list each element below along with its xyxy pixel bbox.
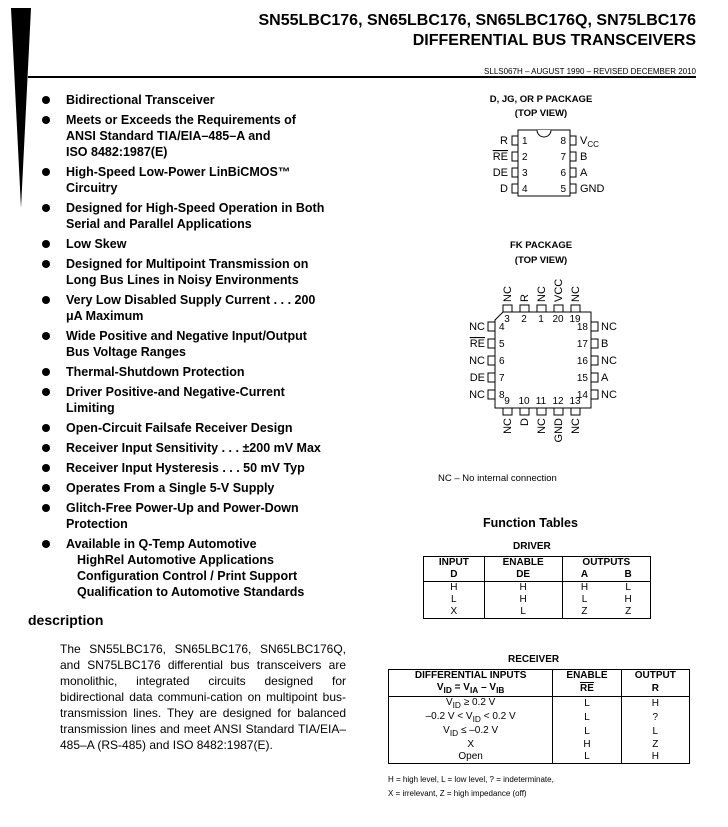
feature-text: Very Low Disabled Supply Current . . . 200 <box>66 293 316 307</box>
fk-pin-name: NC <box>502 418 514 434</box>
fk-pin-number: 20 <box>552 314 564 325</box>
feature-item <box>38 420 356 436</box>
bullet-icon <box>42 504 50 512</box>
driver-cell: H <box>450 582 458 593</box>
driver-cell: X <box>450 606 458 617</box>
driver-cell: H <box>624 594 632 605</box>
dip-pin-number: 5 <box>560 184 566 195</box>
fk-pin-lead <box>488 339 495 348</box>
fk-package-view: (TOP VIEW) <box>514 255 568 266</box>
dip-pin-name: R <box>500 135 508 147</box>
dip-pin-lead <box>570 136 576 145</box>
feature-text: Open-Circuit Failsafe Receiver Design <box>66 421 293 435</box>
feature-text: High-Speed Low-Power LinBiCMOS™ <box>66 165 291 179</box>
feature-item <box>38 460 356 476</box>
feature-list <box>38 92 356 604</box>
feature-text: Meets or Exceeds the Requirements of <box>66 113 296 127</box>
fk-pin-number: 10 <box>518 396 530 407</box>
driver-h-input-sub: D <box>450 569 458 580</box>
fk-pin-lead <box>503 305 512 312</box>
fk-pin-number: 13 <box>569 396 581 407</box>
fk-pin-number: 1 <box>538 314 544 325</box>
feature-item <box>38 480 356 496</box>
dip-package-view: (TOP VIEW) <box>514 108 568 119</box>
description-text: The SN55LBC176, SN65LBC176, SN65LBC176Q, and SN75LBC176 differential bus transceivers are monolithic, integrated circuits designed for bidirectional data communi-cation on multipoint bus-transmission lines. They are designed for balanced transmission lines and meet ANSI Standard TIA/EIA–485–A (RS-485) and ISO 8482:1987(E). <box>60 642 346 752</box>
bullet-icon <box>42 368 50 376</box>
fk-pin-name: VCC <box>553 278 565 302</box>
feature-subtext: Qualification to Automotive Standards <box>77 585 305 599</box>
receiver-output-cell: H <box>621 751 689 764</box>
fk-pin-lead <box>488 322 495 331</box>
receiver-h-vid: $V_{ID} = V_{IA} - V_{IB}$ <box>436 682 505 695</box>
fk-pin-lead <box>591 356 598 365</box>
fk-pin-name: NC <box>502 286 514 302</box>
bullet-icon <box>42 204 50 212</box>
receiver-h-enable: ENABLE <box>553 670 621 683</box>
driver-cell: L <box>562 594 606 606</box>
fk-pin-number: 5 <box>499 339 505 350</box>
fk-pin-name: DE <box>469 372 485 384</box>
driver-row <box>424 582 651 595</box>
dip-pin-number: 3 <box>522 168 528 179</box>
feature-text: Receiver Input Hysteresis . . . 50 mV Typ <box>66 461 305 475</box>
receiver-output-cell: H <box>621 697 689 712</box>
driver-cell: H <box>484 594 562 606</box>
fk-pin-name: NC <box>536 286 548 302</box>
dip-pin-lead <box>512 152 518 161</box>
dip-pin-number: 4 <box>522 184 528 195</box>
fk-pin-name: NC <box>570 286 582 302</box>
feature-text: ISO 8482:1987(E) <box>66 145 168 159</box>
bullet-icon <box>42 240 50 248</box>
driver-h-outputs: OUTPUTS <box>562 557 650 570</box>
dip-pin-number: 7 <box>560 152 566 163</box>
feature-text: μA Maximum <box>66 309 144 323</box>
title-description: DIFFERENTIAL BUS TRANSCEIVERS <box>412 32 696 49</box>
feature-item <box>38 112 356 160</box>
fk-pin-name: R <box>519 294 531 302</box>
feature-item <box>38 200 356 232</box>
fk-pin-number: 4 <box>499 322 505 333</box>
title-part-numbers: SN55LBC176, SN65LBC176, SN65LBC176Q, SN75LBC176 <box>258 12 696 29</box>
fk-pin-name: GND <box>553 418 565 443</box>
fk-pin-name: RE <box>469 338 485 350</box>
fk-package-diagram <box>440 268 640 452</box>
driver-h-input: INPUT <box>438 557 469 568</box>
dip-pin-name: GND <box>580 183 605 195</box>
fk-pin-lead <box>591 339 598 348</box>
fk-pin-number: 12 <box>552 396 564 407</box>
receiver-cond: $V_{ID} \le -0.2$ V <box>443 725 499 738</box>
bullet-icon <box>42 96 50 104</box>
fk-pin-lead <box>537 408 546 415</box>
fk-pin-number: 2 <box>521 314 527 325</box>
receiver-table <box>388 669 690 764</box>
receiver-enable-cell: L <box>553 711 621 725</box>
feature-item <box>38 440 356 456</box>
feature-text: Thermal-Shutdown Protection <box>66 365 245 379</box>
feature-item <box>38 256 356 288</box>
feature-text: Limiting <box>66 401 115 415</box>
driver-cell: Z <box>625 606 632 617</box>
dip-pin-lead <box>512 184 518 193</box>
fk-pin-lead <box>520 408 529 415</box>
driver-row <box>424 594 651 606</box>
feature-text: Receiver Input Sensitivity . . . ±200 mV Max <box>66 441 321 455</box>
dip-pin-name: A <box>580 167 588 179</box>
feature-text: Low Skew <box>66 237 127 251</box>
fk-pin-number: 7 <box>499 373 505 384</box>
fk-pin-name: NC <box>601 355 617 367</box>
nc-note: NC – No internal connection <box>438 473 557 484</box>
receiver-h-diff: DIFFERENTIAL INPUTS <box>414 670 527 681</box>
feature-item <box>38 364 356 380</box>
receiver-cond: X <box>467 739 474 750</box>
dip-pin-number: 8 <box>560 136 566 147</box>
fk-pin-lead <box>488 356 495 365</box>
receiver-cond: –0.2 $V < V_{ID} < 0.2$ V <box>425 711 516 724</box>
feature-item <box>38 328 356 360</box>
fk-pin-name: A <box>601 372 609 384</box>
bullet-icon <box>42 424 50 432</box>
fk-pin-number: 19 <box>569 314 581 325</box>
fk-pin-name: NC <box>469 355 485 367</box>
bullet-icon <box>42 260 50 268</box>
document-number: SLLS067H – AUGUST 1990 – REVISED DECEMBER 2010 <box>484 67 696 76</box>
receiver-h-enable-sub: $\overline{RE}$ <box>553 682 621 697</box>
driver-cell: Z <box>562 606 606 619</box>
receiver-h-output: OUTPUT <box>621 670 689 683</box>
legend-line-2: X = irrelevant, Z = high impedance (off) <box>388 789 527 798</box>
feature-subtext: HighRel Automotive Applications <box>77 553 274 567</box>
fk-pin-lead <box>571 408 580 415</box>
receiver-output-cell: Z <box>621 739 689 751</box>
dip-pin-name: B <box>580 151 588 163</box>
receiver-enable-cell: L <box>553 725 621 739</box>
fk-pin-lead <box>503 408 512 415</box>
driver-h-a: A <box>562 569 606 582</box>
fk-pin-number: 17 <box>576 339 588 350</box>
receiver-output-cell: L <box>621 725 689 739</box>
receiver-h-output-sub: R <box>621 682 689 697</box>
feature-text: Bus Voltage Ranges <box>66 345 186 359</box>
feature-text: Serial and Parallel Applications <box>66 217 252 231</box>
fk-pin-name: NC <box>570 418 582 434</box>
fk-pin-number: 6 <box>499 356 505 367</box>
feature-item <box>38 236 356 252</box>
feature-text: Bidirectional Transceiver <box>66 93 215 107</box>
dip-pin-name: D <box>500 183 508 195</box>
fk-package-title: FK PACKAGE <box>509 240 573 251</box>
driver-row <box>424 606 651 619</box>
driver-cell: L <box>484 606 562 619</box>
fk-pin-lead <box>488 390 495 399</box>
fk-pin-name: D <box>519 418 531 426</box>
receiver-enable-cell: L <box>553 751 621 764</box>
fk-pin-name: NC <box>469 321 485 333</box>
dip-pin-name: $V_{CC}$ <box>580 135 599 149</box>
fk-pin-name: B <box>601 338 609 350</box>
fk-pin-name: NC <box>536 418 548 434</box>
dip-package-diagram <box>470 124 620 200</box>
bullet-icon <box>42 168 50 176</box>
dip-pin-number: 2 <box>522 152 528 163</box>
fk-pin-number: 14 <box>576 390 588 401</box>
fk-pin-name: NC <box>469 389 485 401</box>
fk-pin-lead <box>554 305 563 312</box>
bullet-icon <box>42 540 50 548</box>
feature-item <box>38 164 356 196</box>
bullet-icon <box>42 484 50 492</box>
dip-pin-lead <box>512 168 518 177</box>
dip-pin-lead <box>570 168 576 177</box>
bullet-icon <box>42 332 50 340</box>
fk-pin-number: 16 <box>576 356 588 367</box>
driver-table-caption: DRIVER <box>513 541 551 552</box>
feature-text: Designed for Multipoint Transmission on <box>66 257 309 271</box>
feature-item <box>38 384 356 416</box>
bullet-icon <box>42 116 50 124</box>
feature-text: Glitch-Free Power-Up and Power-Down <box>66 501 299 515</box>
description-heading: description <box>28 612 104 628</box>
feature-text: Circuitry <box>66 181 118 195</box>
driver-h-enable: ENABLE <box>484 557 562 570</box>
dip-notch <box>537 130 551 137</box>
bullet-icon <box>42 464 50 472</box>
feature-text: Available in Q-Temp Automotive <box>66 537 257 551</box>
fk-pin-number: 3 <box>504 314 510 325</box>
fk-pin-name: NC <box>601 321 617 333</box>
receiver-enable-cell: L <box>553 697 621 712</box>
fk-pin-lead <box>537 305 546 312</box>
fk-pin-lead <box>591 322 598 331</box>
legend-line-1: H = high level, L = low level, ? = indeterminate, <box>388 775 554 784</box>
driver-cell: L <box>451 594 457 605</box>
driver-cell: H <box>484 582 562 595</box>
dip-pin-lead <box>512 136 518 145</box>
feature-item <box>38 500 356 532</box>
driver-cell: L <box>625 582 631 593</box>
fk-pin-lead <box>554 408 563 415</box>
receiver-enable-cell: H <box>553 739 621 751</box>
receiver-cond: $V_{ID} \ge 0.2$ V <box>445 697 496 710</box>
driver-table <box>423 556 651 619</box>
feature-subtext: Configuration Control / Print Support <box>77 569 298 583</box>
dip-pin-lead <box>570 152 576 161</box>
feature-item <box>38 536 356 600</box>
dip-pin-number: 6 <box>560 168 566 179</box>
fk-pin-lead <box>571 305 580 312</box>
feature-text: Wide Positive and Negative Input/Output <box>66 329 307 343</box>
fk-pin-number: 15 <box>576 373 588 384</box>
fk-pin-lead <box>591 373 598 382</box>
fk-pin-lead <box>591 390 598 399</box>
dip-pin-lead <box>570 184 576 193</box>
feature-text: Driver Positive-and Negative-Current <box>66 385 285 399</box>
feature-text: ANSI Standard TIA/EIA–485–A and <box>66 129 271 143</box>
receiver-table-caption: RECEIVER <box>508 654 560 665</box>
driver-cell: H <box>562 582 606 595</box>
dip-pin-name: RE <box>492 151 508 163</box>
bullet-icon <box>42 388 50 396</box>
fk-pin-number: 11 <box>535 396 547 407</box>
fk-pin-lead <box>520 305 529 312</box>
dip-package-title: D, JG, OR P PACKAGE <box>489 94 593 105</box>
bullet-icon <box>42 296 50 304</box>
receiver-cond: Open <box>458 751 483 762</box>
page-marker-wedge <box>11 8 31 208</box>
feature-item <box>38 92 356 108</box>
fk-pin-number: 18 <box>576 322 588 333</box>
feature-text: Designed for High-Speed Operation in Both <box>66 201 325 215</box>
fk-pin-name: NC <box>601 389 617 401</box>
feature-item <box>38 292 356 324</box>
feature-text: Protection <box>66 517 128 531</box>
feature-text: Operates From a Single 5-V Supply <box>66 481 275 495</box>
dip-pin-number: 1 <box>522 136 528 147</box>
dip-pin-name: DE <box>492 167 508 179</box>
driver-h-enable-sub: DE <box>484 569 562 582</box>
fk-pin-number: 9 <box>504 396 510 407</box>
function-tables-heading: Function Tables <box>483 516 578 530</box>
fk-pin-number: 8 <box>499 390 505 401</box>
receiver-output-cell: ? <box>621 711 689 725</box>
fk-pin-lead <box>488 373 495 382</box>
feature-text: Long Bus Lines in Noisy Environments <box>66 273 299 287</box>
bullet-icon <box>42 444 50 452</box>
driver-h-b: B <box>624 569 632 580</box>
header-rule <box>28 76 696 78</box>
